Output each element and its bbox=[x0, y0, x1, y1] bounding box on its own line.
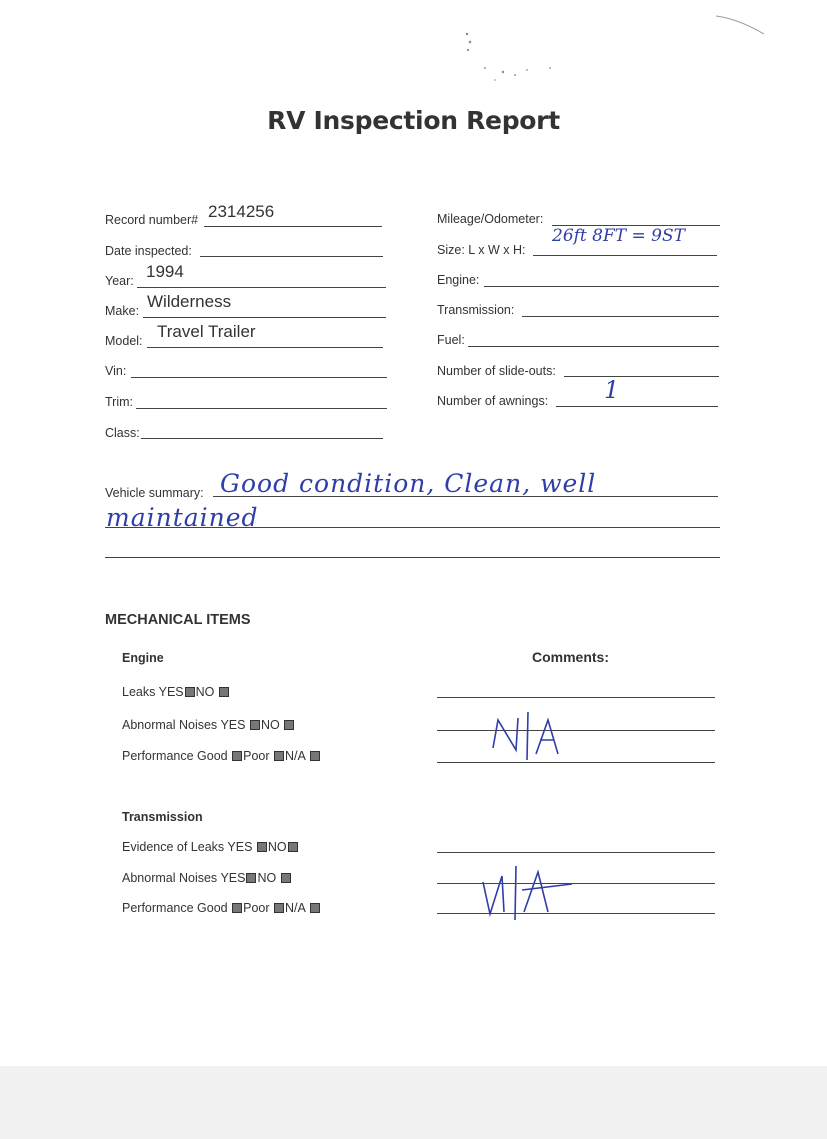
engine-performance-row bbox=[122, 749, 321, 763]
size-label: Size: L x W x H: bbox=[437, 243, 526, 257]
make-value: Wilderness bbox=[147, 292, 232, 311]
engine-heading: Engine bbox=[122, 651, 164, 665]
engine-leaks-label: Leaks bbox=[122, 685, 156, 699]
vehicle-summary-field-line3[interactable] bbox=[105, 557, 720, 558]
awnings-value-handwritten: 1 bbox=[604, 376, 620, 404]
engine-leaks-no-checkbox[interactable] bbox=[219, 687, 229, 697]
year-value: 1994 bbox=[146, 262, 184, 281]
engine-comment-handwritten bbox=[490, 710, 570, 765]
engine-noises-yes-checkbox[interactable] bbox=[250, 720, 260, 730]
vehicle-summary-line2: maintained bbox=[106, 503, 259, 532]
transmission-performance-good-checkbox[interactable] bbox=[232, 903, 242, 913]
model-field[interactable] bbox=[147, 347, 383, 348]
slide-outs-field[interactable] bbox=[564, 376, 719, 377]
engine-performance-poor-checkbox[interactable] bbox=[274, 751, 284, 761]
transmission-comment-handwritten bbox=[480, 862, 580, 924]
class-field[interactable] bbox=[141, 438, 383, 439]
engine-noises-yes-label: YES bbox=[220, 718, 246, 732]
engine-noises-no-checkbox[interactable] bbox=[284, 720, 294, 730]
transmission-comment-line1[interactable] bbox=[437, 852, 715, 853]
size-value-handwritten: 26ft 8FT = 9ST bbox=[552, 226, 685, 246]
slide-outs-label: Number of slide-outs: bbox=[437, 364, 556, 378]
engine-performance-good-checkbox[interactable] bbox=[232, 751, 242, 761]
engine-field[interactable] bbox=[484, 286, 719, 287]
engine-noises-no-label: NO bbox=[260, 718, 280, 732]
vehicle-summary-label: Vehicle summary: bbox=[105, 486, 204, 500]
engine-noises-row bbox=[122, 718, 295, 732]
transmission-noises-no-label: NO bbox=[257, 871, 277, 885]
transmission-noises-yes-label: YES bbox=[220, 871, 246, 885]
fuel-field[interactable] bbox=[468, 346, 719, 347]
vehicle-summary-field-line2[interactable] bbox=[105, 527, 720, 528]
engine-performance-good-label: Good bbox=[197, 749, 228, 763]
transmission-performance-na-label: N/A bbox=[285, 901, 306, 915]
vehicle-summary-field-line1[interactable] bbox=[213, 496, 718, 497]
transmission-leaks-yes-label: YES bbox=[227, 840, 253, 854]
awnings-label: Number of awnings: bbox=[437, 394, 549, 408]
record-number-value: 2314256 bbox=[208, 202, 275, 221]
scan-scratch bbox=[712, 10, 772, 40]
date-inspected-label: Date inspected: bbox=[105, 244, 192, 258]
size-field[interactable] bbox=[533, 255, 717, 256]
transmission-noises-no-checkbox[interactable] bbox=[281, 873, 291, 883]
model-value: Travel Trailer bbox=[157, 322, 256, 341]
engine-comment-line1[interactable] bbox=[437, 697, 715, 698]
engine-leaks-yes-label: YES bbox=[158, 685, 184, 699]
transmission-leaks-row bbox=[122, 840, 299, 854]
engine-leaks-row bbox=[122, 685, 230, 699]
year-field[interactable] bbox=[137, 287, 386, 288]
transmission-leaks-no-label: NO bbox=[267, 840, 287, 854]
transmission-performance-label: Performance bbox=[122, 901, 194, 915]
page-title: RV Inspection Report bbox=[267, 106, 560, 135]
make-label: Make: bbox=[105, 304, 140, 318]
class-label: Class: bbox=[105, 426, 140, 440]
awnings-field[interactable] bbox=[556, 406, 718, 407]
transmission-noises-yes-checkbox[interactable] bbox=[246, 873, 256, 883]
engine-leaks-no-label: NO bbox=[195, 685, 215, 699]
transmission-leaks-yes-checkbox[interactable] bbox=[257, 842, 267, 852]
vin-field[interactable] bbox=[131, 377, 387, 378]
transmission-performance-na-checkbox[interactable] bbox=[310, 903, 320, 913]
engine-performance-label: Performance bbox=[122, 749, 194, 763]
fuel-label: Fuel: bbox=[437, 333, 465, 347]
vin-label: Vin: bbox=[105, 364, 127, 378]
engine-comment-line3[interactable] bbox=[437, 762, 715, 763]
trim-field[interactable] bbox=[136, 408, 387, 409]
engine-performance-na-checkbox[interactable] bbox=[310, 751, 320, 761]
transmission-performance-row bbox=[122, 901, 321, 915]
scan-edge-shadow bbox=[0, 1066, 827, 1139]
transmission-performance-poor-label: Poor bbox=[243, 901, 270, 915]
engine-performance-na-label: N/A bbox=[285, 749, 306, 763]
scan-specks bbox=[455, 20, 595, 90]
engine-leaks-yes-checkbox[interactable] bbox=[185, 687, 195, 697]
engine-performance-poor-label: Poor bbox=[243, 749, 270, 763]
year-label: Year: bbox=[105, 274, 134, 288]
comments-heading: Comments: bbox=[532, 649, 610, 665]
transmission-leaks-label: Evidence of Leaks bbox=[122, 840, 225, 854]
transmission-noises-row bbox=[122, 871, 292, 885]
model-label: Model: bbox=[105, 334, 143, 348]
transmission-performance-good-label: Good bbox=[197, 901, 228, 915]
engine-label: Engine: bbox=[437, 273, 480, 287]
make-field[interactable] bbox=[143, 317, 386, 318]
transmission-noises-label: Abnormal Noises bbox=[122, 871, 218, 885]
record-number-label: Record number# bbox=[105, 213, 199, 227]
record-number-field[interactable] bbox=[204, 226, 382, 227]
transmission-label: Transmission: bbox=[437, 303, 515, 317]
mechanical-items-heading: MECHANICAL ITEMS bbox=[105, 612, 251, 628]
mileage-label: Mileage/Odometer: bbox=[437, 212, 544, 226]
engine-comment-line2[interactable] bbox=[437, 730, 715, 731]
engine-noises-label: Abnormal Noises bbox=[122, 718, 218, 732]
vehicle-summary-line1: Good condition, Clean, well bbox=[220, 469, 597, 498]
transmission-leaks-no-checkbox[interactable] bbox=[288, 842, 298, 852]
transmission-heading: Transmission bbox=[122, 810, 203, 824]
trim-label: Trim: bbox=[105, 395, 133, 409]
transmission-field[interactable] bbox=[522, 316, 719, 317]
date-inspected-field[interactable] bbox=[200, 256, 383, 257]
transmission-performance-poor-checkbox[interactable] bbox=[274, 903, 284, 913]
